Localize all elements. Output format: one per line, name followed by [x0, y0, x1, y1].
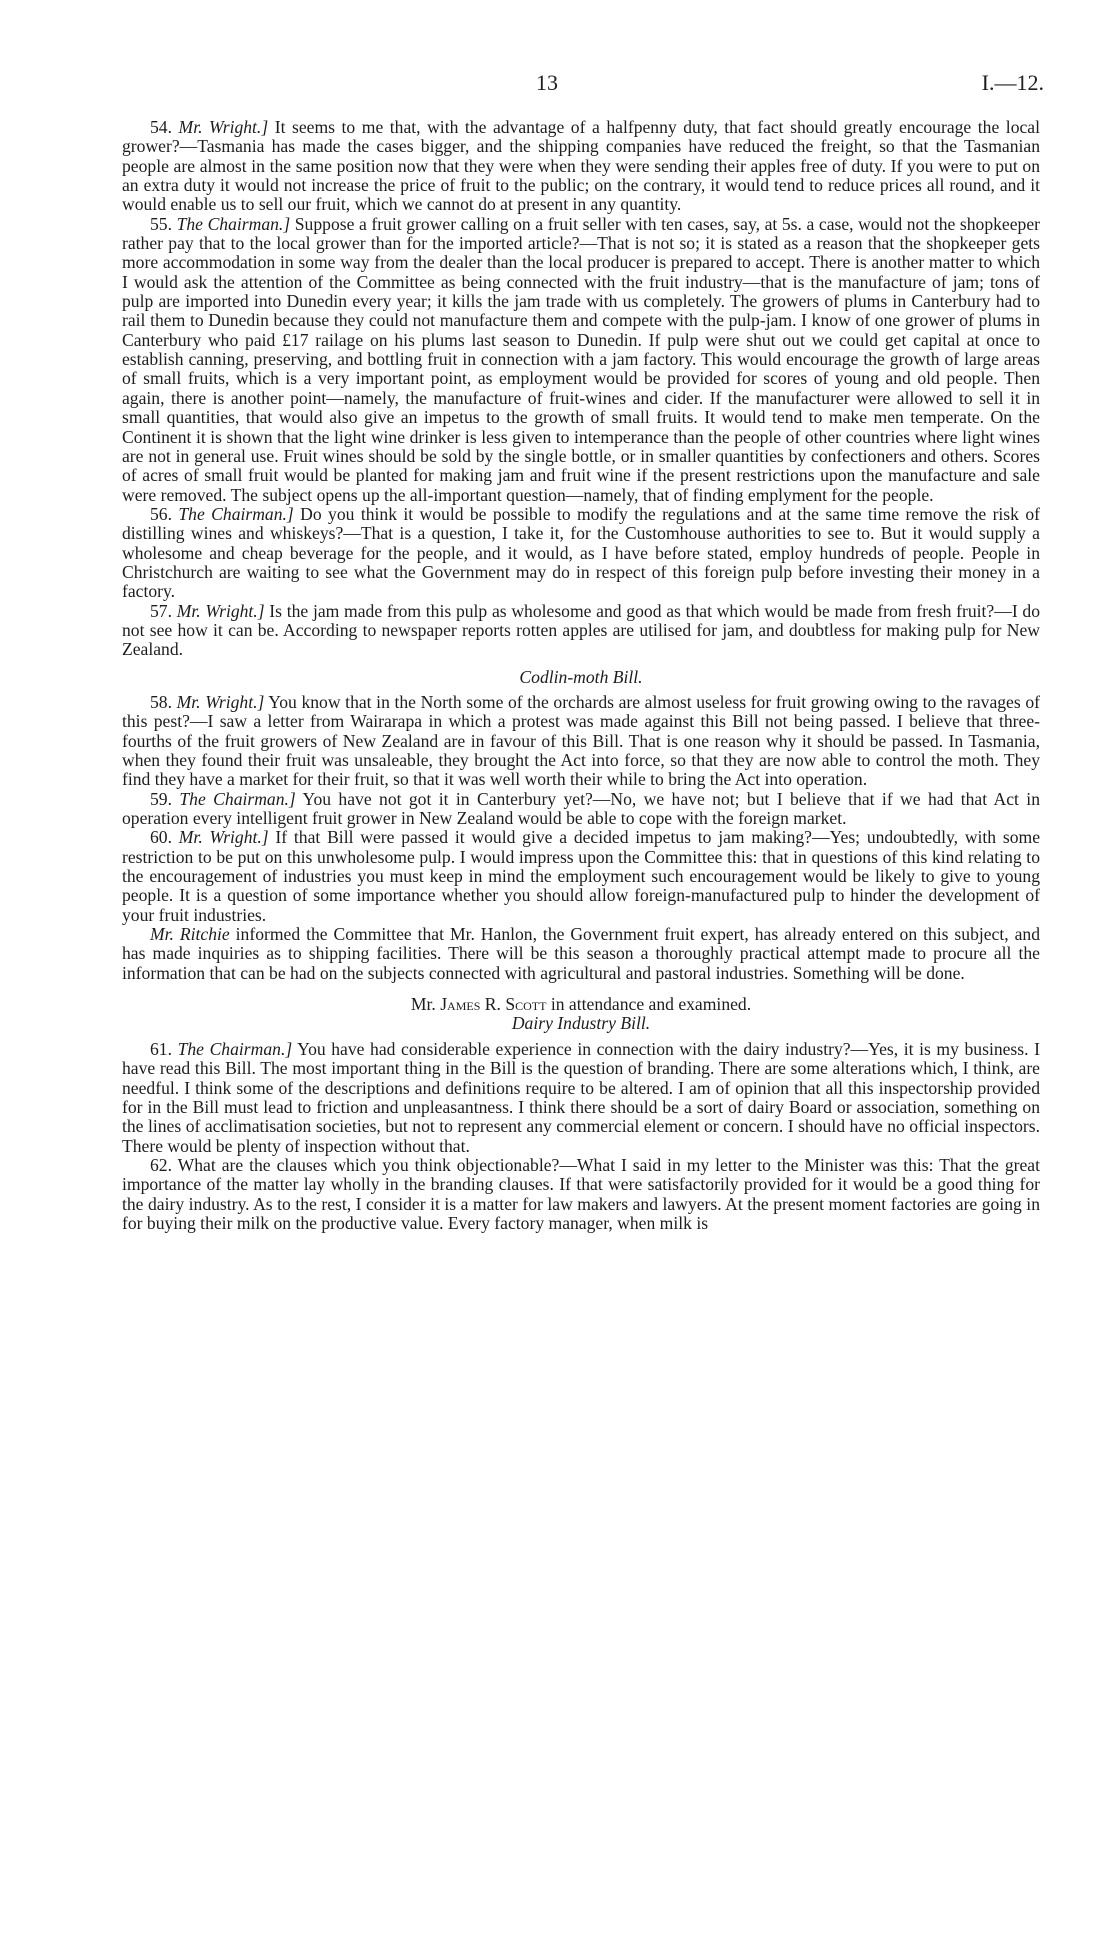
paragraph: [122, 925, 1040, 983]
question-number: 60.: [150, 827, 172, 848]
speaker: Mr. Ritchie: [150, 924, 230, 945]
section-dairy-industry-bill: [122, 1040, 1040, 1233]
paragraph: [122, 790, 1040, 829]
paragraph-text: informed the Committee that Mr. Hanlon, the Government fruit expert, has already entered on this subject, and has made inquiries as to shipping facilities. There will be this season a thoroughly practical attempt made to procure all the information that can be had on the subjects connected with agricultural and pastoral industries. Something will be done.: [122, 924, 1040, 983]
witness-heading: [122, 995, 1040, 1014]
speaker: Mr. Wright.]: [176, 600, 265, 621]
question-number: 57.: [150, 600, 172, 621]
body-text: [122, 118, 1040, 1233]
document-reference: I.—12.: [981, 70, 1044, 95]
speaker: The Chairman.]: [176, 213, 291, 234]
speaker: Mr. Wright.]: [178, 117, 269, 137]
question-number: 59.: [150, 788, 172, 809]
speaker: The Chairman.]: [177, 1038, 293, 1059]
question-number: 54.: [150, 117, 172, 137]
speaker: The Chairman.]: [178, 503, 294, 524]
question-number: 61.: [150, 1038, 172, 1059]
paragraph-text: Do you think it would be possible to modify the regulations and at the same time remove the risk of distilling wines and whiskeys?—That is a question, I take it, for the Customhouse authorities to see to. But it would supply a wholesome and cheap beverage for the people, and it would, as I have before stated, employ hundreds of people. People in Christchurch are waiting to see what the Government may do in respect of this foreign pulp before investing their money in a factory.: [122, 503, 1040, 602]
paragraph-text: Suppose a fruit grower calling on a fruit seller with ten cases, say, at 5s. a case, would not the shopkeeper rather pay that to the local grower than for the imported article?—That is not so; it is stated as a reason that the shopkeeper gets more accommodation in some way from the dealer than the local producer is prepared to accept. There is another matter to which I would ask the attention of the Committee as being connected with the fruit industry—that is the manufacture of jam; tons of pulp are imported into Dunedin every year; it kills the jam trade with us completely. The growers of plums in Canterbury had to rail them to Dunedin because they could not manufacture them and compete with the pulp-jam. I know of one grower of plums in Canterbury who paid £17 railage on his plums last season to Dunedin. If pulp were shut out we could get capital at once to establish canning, preserving, and bottling fruit in connection with a jam factory. This would encourage the growth of large areas of small fruits, which is a very important point, as employment would be provided for scores of young and old people. Then again, there is another point—namely, the manufacture of fruit-wines and cider. If the manufacturer were allowed to sell it in small quantities, that would also give an impetus to the growth of small fruits. It would tend to make men temperate. On the Continent it is shown that the light wine drinker is less given to intemperance than the people of other countries where light wines are not in general use. Fruit wines should be sold by the single bottle, or in smaller quantities by confectioners and others. Scores of acres of small fruit would be planted for making jam and fruit wine if the present restrictions upon the manufacture and sale were removed. The subject opens up the all-important question—namely, that of finding emplyment for the people.: [122, 213, 1040, 505]
paragraph: [122, 1156, 1040, 1233]
paragraph: [122, 118, 1040, 215]
section-fruit-industry: [122, 118, 1040, 660]
question-number: 56.: [150, 503, 172, 524]
heading-codlin-moth-bill: Codlin-moth Bill.: [519, 666, 643, 687]
paragraph-text: You know that in the North some of the orchards are almost useless for fruit growing owing to the ravages of this pest?—I saw a letter from Wairarapa in which a protest was made against this Bill not being passed. I believe that three-fourths of the fruit growers of New Zealand are in favour of this Bill. That is one reason why it should be passed. In Tasmania, when they found their fruit was unsaleable, they brought the Act into force, so that they are now able to control the moth. They find they have a market for their fruit, so that it was well worth their while to bring the Act into operation.: [122, 691, 1040, 790]
paragraph-text: It seems to me that, with the advantage of a halfpenny duty, that fact should greatly encourage the local grower?—Tasmania has made the cases bigger, and the shipping companies have reduced the freight, so that the Tasmanian people are almost in the same position now that they were when they were sending their apples free of duty. If you were to put on an extra duty it would not increase the price of fruit to the public; on the contrary, it would tend to reduce prices all round, and it would enable us to sell our fruit, which we cannot do at present in any quantity.: [122, 117, 1040, 215]
paragraph: [122, 1040, 1040, 1156]
question-number: 55.: [150, 213, 172, 234]
paragraph-text: Is the jam made from this pulp as wholesome and good as that which would be made from fresh fruit?—I do not see how it can be. According to newspaper reports rotten apples are utilised for jam, and doubtless for making pulp for New Zealand.: [122, 600, 1040, 660]
paragraph: [122, 602, 1040, 660]
paragraph-text: You have not got it in Canterbury yet?—No, we have not; but I believe that if we had that Act in operation every intelligent fruit grower in New Zealand would be able to cope with the foreign market.: [122, 788, 1040, 829]
witness-name: James R. Scott: [440, 994, 547, 1015]
page-header: [0, 70, 1114, 100]
page-number: 13: [536, 70, 558, 95]
witness-heading-suffix: in attendance and examined.: [546, 994, 752, 1015]
section-codlin-moth-bill: [122, 693, 1040, 983]
paragraph-text: If that Bill were passed it would give a decided impetus to jam making?—Yes; undoubtedly, with some restriction to be put on this unwholesome pulp. I would impress upon the Committee this: that in questions of this kind relating to the encouragement of industries you must keep in mind the employment such encouragement would be likely to give to young people. It is a question of some importance whether you should allow foreign-manufactured pulp to hinder the development of your fruit industries.: [122, 827, 1041, 925]
question-number: 62.: [150, 1154, 172, 1175]
paragraph-text: You have had considerable experience in connection with the dairy industry?—Yes, it is my business. I have read this Bill. The most important thing in the Bill is the question of branding. There are some alterations which, I think, are needful. I think some of the descriptions and definitions require to be altered. I am of opinion that all this inspectorship provided for in the Bill must lead to friction and unpleasantness. I think there should be a sort of dairy Board or association, something on the lines of acclimatisation societies, but not to represent any commercial element or concern. I should have no official inspectors. There would be plenty of inspection without that.: [122, 1038, 1040, 1156]
paragraph: [122, 693, 1040, 790]
paragraph: [122, 505, 1040, 602]
speaker: The Chairman.]: [179, 788, 296, 809]
paragraph-text: What are the clauses which you think objectionable?—What I said in my letter to the Minister was this: That the great importance of the matter lay wholly in the branding clauses. If that were satisfactorily provided for it would be a good thing for the dairy industry. As to the rest, I consider it is a matter for law makers and lawyers. At the present moment factories are going in for buying their milk on the productive value. Every factory manager, when milk is: [122, 1154, 1040, 1233]
speaker: Mr. Wright.]: [176, 691, 265, 712]
speaker: Mr. Wright.]: [178, 827, 269, 848]
question-number: 58.: [150, 691, 172, 712]
paragraph: [122, 828, 1040, 925]
witness-heading-prefix: Mr.: [410, 994, 441, 1015]
paragraph: [122, 215, 1040, 505]
heading-dairy-industry-bill: Dairy Industry Bill.: [511, 1013, 651, 1034]
